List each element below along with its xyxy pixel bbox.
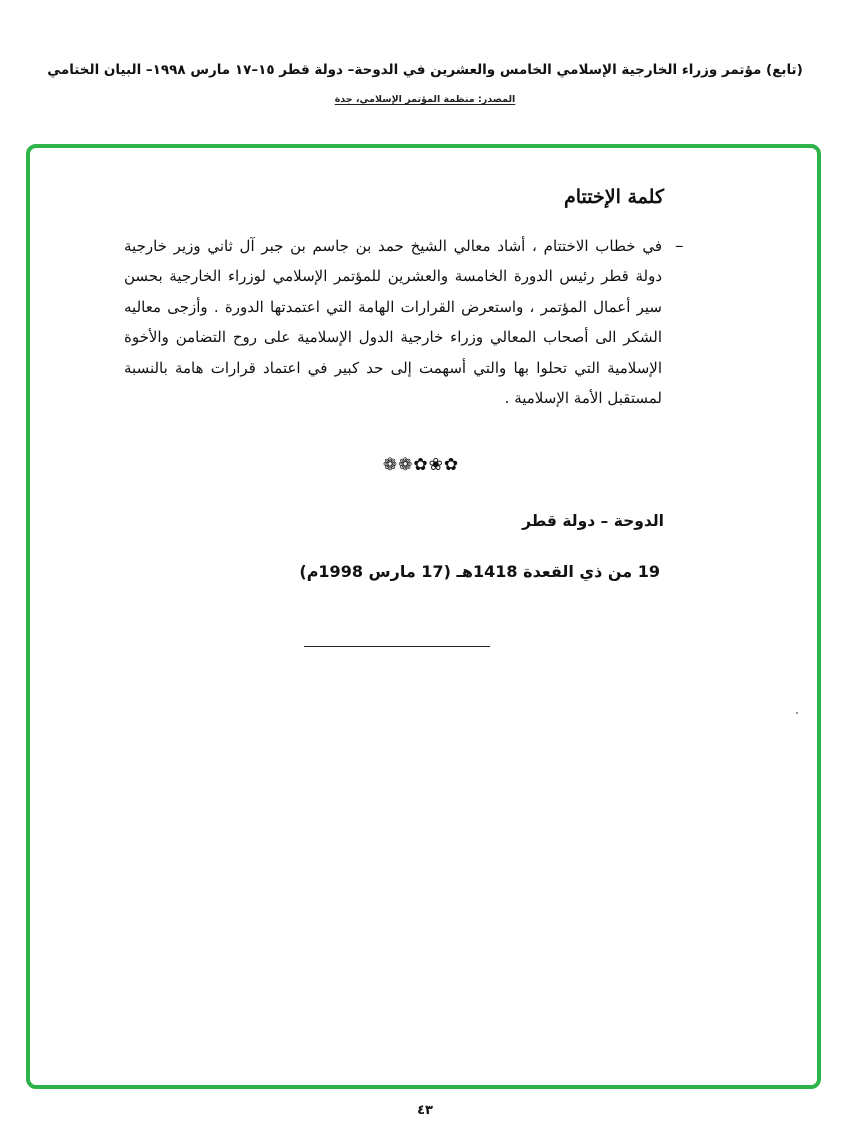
closing-place: الدوحة – دولة قطر [522,512,664,530]
document-header-title: (تابع) مؤتمر وزراء الخارجية الإسلامي الخامس والعشرين في الدوحة– دولة قطر ١٥–١٧ مارس ١٩٩٨– البيان الختامي [47,62,803,78]
ornament-divider: ❁❁✿❀✿ [382,455,460,475]
bullet-dash: – [675,236,684,256]
closing-speech-paragraph: في خطاب الاختتام ، أشاد معالي الشيخ حمد بن جاسم بن جبر آل ثاني وزير خارجية دولة قطر رئيس الدورة الخامسة والعشرين للمؤتمر الإسلامي لوزراء الخارجية بحسن سير أعمال المؤتمر ، واستعرض القرارات الهامة التي اعتمدتها الدورة . وأزجى معاليه الشكر الى أصحاب المعالي وزراء خارجية الدول الإسلامية على روح التضامن والأخوة الإسلامية التي تحلوا بها والتي أسهمت إلى حد كبير في اعتماد قرارات هامة بالنسبة لمستقبل الأمة الإسلامية . [124,237,662,408]
horizontal-rule [304,646,490,647]
closing-date: 19 من ذي القعدة 1418هـ (17 مارس 1998م) [299,562,660,581]
scan-speck [796,712,798,714]
page-number: ٤٣ [417,1103,433,1118]
section-heading: كلمة الإختتام [563,186,664,208]
document-source-line: المصدر: منظمة المؤتمر الإسلامي، جدة [334,94,516,105]
